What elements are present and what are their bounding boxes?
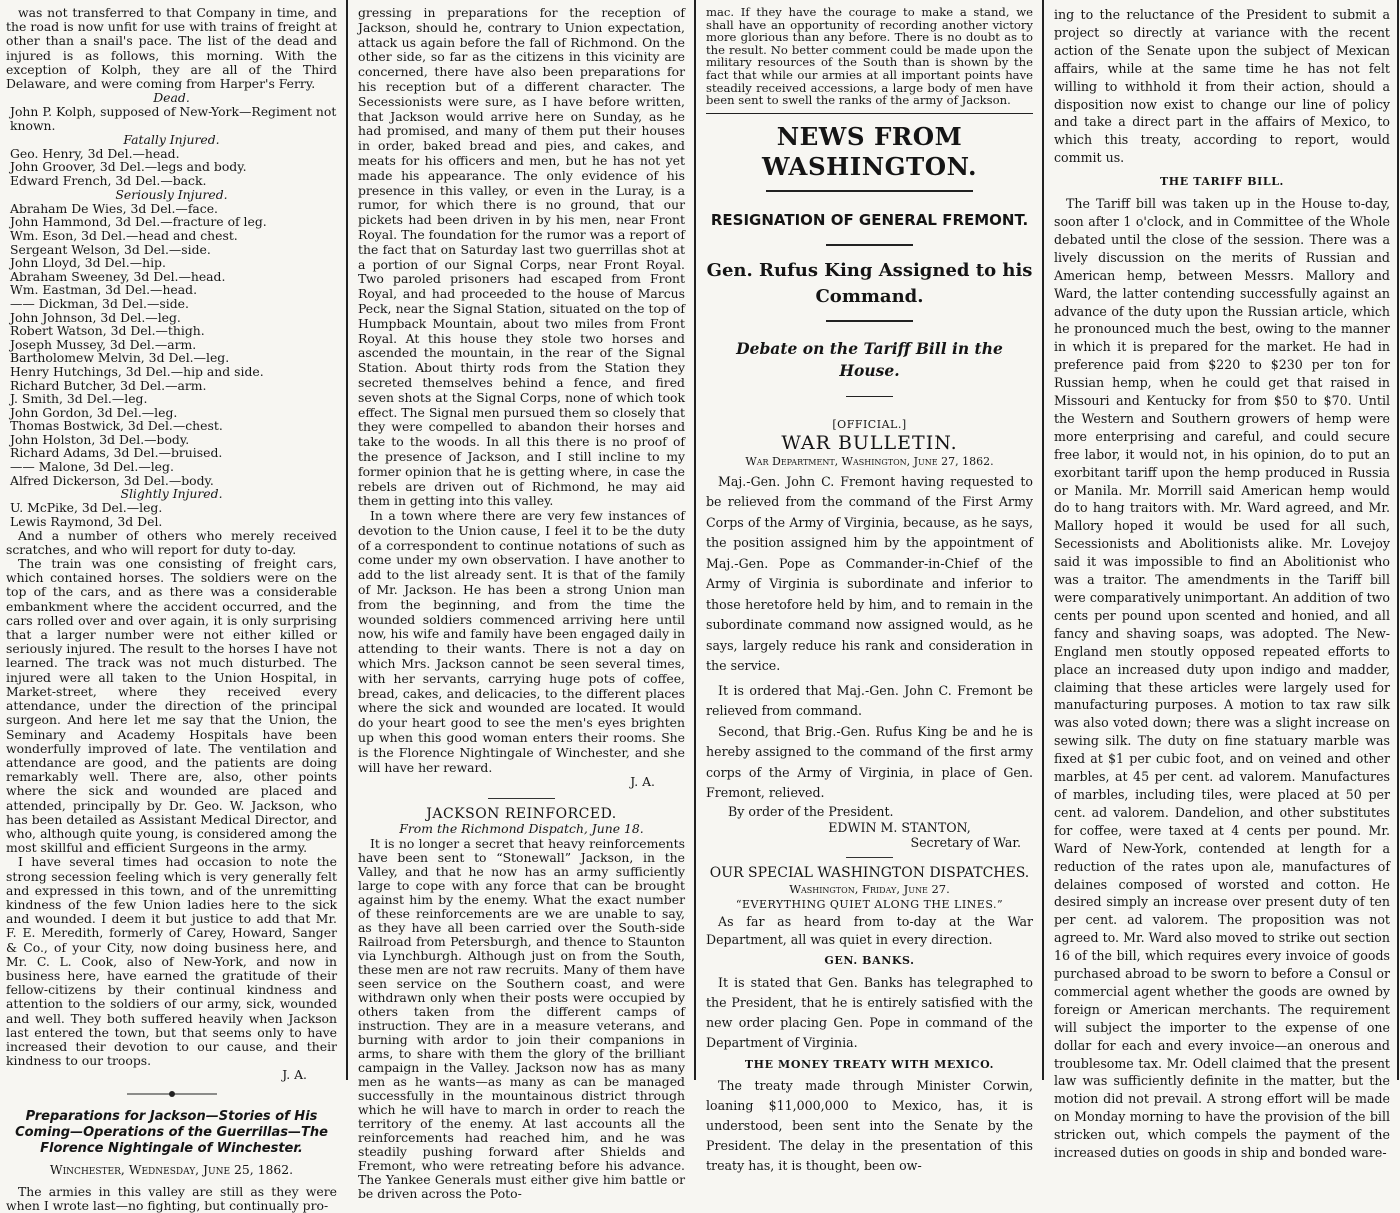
headline-2: RESIGNATION OF GENERAL FREMONT. — [710, 210, 1029, 229]
signer-name: EDWIN M. STANTON, — [828, 819, 971, 835]
article-headline: Preparations for Jackson—Stories of His Coming—Operations of the Guerrillas—The Florence Nightingale of Winchester. — [15, 1108, 328, 1156]
column-1 — [0, 0, 345, 1213]
fatally-list — [6, 147, 337, 188]
divider — [766, 190, 973, 192]
bulletin-date: War Department, Washington, June 27, 1862. — [745, 455, 994, 469]
list-item: Bartholomew Melvin, 3d Del.—leg. — [10, 350, 230, 366]
list-item: J. Smith, 3d Del.—leg. — [10, 391, 148, 407]
list-item: Joseph Mussey, 3d Del.—arm. — [10, 336, 197, 352]
list-item: Wm. Eastman, 3d Del.—head. — [10, 282, 198, 298]
quiet-headline: “EVERYTHING QUIET ALONG THE LINES.” — [735, 898, 1004, 912]
list-item: Geo. Henry, 3d Del.—head. — [10, 145, 180, 161]
list-item: John Holston, 3d Del.—body. — [10, 431, 190, 447]
col2-paragraph-3: It is no longer a secret that heavy reinforcements have been sent to “Stonewall” Jackson, in the Valley, and that he now has an army sufficiently large to cope with any force that can be brought against him by the enemy. What the exact number of these reinforcements are we are unable to say, as they have all been carried over the South-side Railroad from Petersburgh, and thence to Staunton via Lynchburgh. Although just on from the South, these men are not raw recruits. Many of them have seen service on the Southern coast, and were withdrawn only when their posts were occupied by others taken from the different camps of instruction. They are in a measure veterans, and burning with ardor to join their companions in arms, to share with them the glory of the brilliant campaign in the Valley. Jackson now has as many men as he wants—as many as can be managed successfully in the mountainous district through which he will have to march in order to reach the territory of the enemy. At last accounts all the reinforcements had reached him, and he was steadily pushing forward after Shields and Fremont, who were retreating before his advance. The Yankee Generals must either give him battle or be driven across the Poto- — [358, 835, 685, 1201]
dispatches-headline: OUR SPECIAL WASHINGTON DISPATCHES. — [709, 864, 1030, 881]
page-edge-rule — [1397, 0, 1399, 1080]
bulletin-title: WAR BULLETIN. — [781, 432, 958, 455]
article-headline: JACKSON REINFORCED. — [426, 806, 617, 823]
list-item: Alfred Dickerson, 3d Del.—body. — [10, 472, 214, 488]
treaty-headline: THE MONEY TREATY WITH MEXICO. — [744, 1057, 995, 1071]
list-item: Abraham De Wies, 3d Del.—face. — [10, 200, 218, 216]
signature: J. A. — [282, 1067, 307, 1083]
list-item: John Lloyd, 3d Del.—hip. — [10, 255, 166, 271]
col1-paragraph-1: And a number of others who merely received scratches, and who will report for duty to-day. — [6, 527, 337, 557]
list-item: Edward French, 3d Del.—back. — [10, 173, 207, 188]
column-2 — [350, 0, 693, 1201]
list-item: Thomas Bostwick, 3d Del.—chest. — [10, 418, 223, 434]
article-subhead: From the Richmond Dispatch, June 18. — [399, 821, 644, 837]
list-item: Sergeant Welson, 3d Del.—side. — [10, 241, 211, 257]
col1-paragraph-2: The train was one consisting of freight cars, which contained horses. The soldiers were on the top of the cars, and as there was a considerable embankment where the accident occurred, and the cars rolled over and over again, it is only surprising that a larger number were not either killed or seriously injured. The result to the horses I have not learned. The track was not much disturbed. The injured were all taken to the Union Hospital, in Market-street, where they received every attendance, under the direction of the principal surgeon. And here let me say that the Union, the Seminary and Academy Hospitals have been wonderfully improved of late. The ventilation and attendance are good, and the patients are doing remarkably well. There are, also, other points where the sick and wounded are placed and attended, principally by Dr. Geo. W. Jackson, who has been detailed as Assistant Medical Director, and who, although quite young, is considered among the most skillful and efficient Surgeons in the army. — [6, 556, 337, 856]
ornament-icon — [127, 1090, 217, 1098]
col1-paragraph-4: The armies in this valley are still as they were when I wrote last—no fighting, but continually pro- — [6, 1183, 337, 1213]
dateline: Winchester, Wednesday, June 25, 1862. — [49, 1161, 294, 1177]
column-rule — [694, 0, 696, 1080]
list-item: U. McPike, 3d Del.—leg. — [10, 500, 163, 516]
banks-headline: GEN. BANKS. — [824, 953, 915, 967]
slightly-list — [6, 501, 337, 528]
column-3 — [698, 0, 1041, 1174]
list-item: John Hammond, 3d Del.—fracture of leg. — [10, 214, 267, 230]
list-item: Abraham Sweeney, 3d Del.—head. — [10, 268, 226, 284]
divider — [846, 857, 893, 858]
list-item: John Johnson, 3d Del.—leg. — [10, 309, 181, 325]
list-item: —— Dickman, 3d Del.—side. — [10, 295, 189, 311]
column-rule — [1042, 0, 1044, 1080]
col3-paragraph-7: The treaty made through Minister Corwin, loaning $11,000,000 to Mexico, has, it is understood, been sent into the Senate by the President. The delay in the presentation of this treaty has, it is thought, been ow- — [706, 1078, 1033, 1174]
list-item: John Gordon, 3d Del.—leg. — [10, 404, 178, 420]
list-item: Henry Hutchings, 3d Del.—hip and side. — [10, 363, 264, 379]
signer-title: Secretary of War. — [910, 835, 1021, 851]
headline-4: Debate on the Tariff Bill in the House. — [736, 338, 1003, 380]
column-4 — [1046, 0, 1396, 1161]
ornament-divider — [6, 1089, 337, 1103]
col3-paragraph-6: It is stated that Gen. Banks has telegraphed to the President, that he is entirely satisfied with the new order placing Gen. Pope in command of the Department of Virginia. — [706, 974, 1033, 1050]
fatally-label: Fatally Injured. — [123, 131, 220, 147]
col4-paragraph-1: The Tariff bill was taken up in the House to-day, soon after 1 o'clock, and in Committee of the Whole debated until the close of the session. There was a lively discussion on the merits of Russian and American hemp, between Messrs. Mallory and Ward, the latter contending successfully against an advance of the duty upon the Russian article, which he pronounced much the best, owing to the manner in which it is prepared for the market. He had in preference paid from $220 to $230 per ton for Russian hemp, when he could get that raised in Missouri and Kentucky for from $50 to $70. Until the Western and Southern growers of hemp were more enterprising and careful, and could secure free labor, it would not, in his opinion, do to put an exorbitant tariff upon the hemp produced in Russia or Manila. Mr. Morrill said American hemp would do to hang traitors with. Mr. Ward agreed, and Mr. Mallory hoped it would be used for all such, Secessionists and Abolitionists alike. Mr. Lovejoy said it was impossible to find an Abolitionist who was a traitor. The amendments in the Tariff bill were comparatively unimportant. An addition of two cents per pound upon scented and honied, and all fancy and shaving soaps, was adopted. The New-England men stoutly opposed repeated efforts to place an increased duty upon indigo and madder, claiming that these articles were largely used for manufacturing purposes. A motion to tax raw silk was also voted down; there was a slight increase on sewing silk. The duty on fine statuary marble was fixed at $1 per cubic foot, and on veined and other marbles, at 45 per cent. ad valorem. Manufactures of marbles, including tiles, were placed at 50 per cent. ad valorem. Dandelion, and other substitutes for coffee, were taxed at 4 cents per pound. Mr. Ward of New-York, contended at length for a reduction of the rates upon ale, manufactures of delaines composed of worsted and cotton. He desired simply an increase over present duty of ten per cent. ad valorem. The proposition was not agreed to. Mr. Ward also moved to strike out section 16 of the bill, which requires every invoice of goods purchased abroad to be sworn to before a Consul or commercial agent whether the goods are owned by foreign or American merchants. The requirement will subject the importer to the expense of one dollar for each and every invoice—an onerous and troublesome tax. Mr. Odell claimed that the present law was sufficiently definite in the matter, but the motion did not prevail. A strong effort will be made on Monday morning to have the provision of the bill stricken out, which compels the payment of the increased duties on goods in ship and bonded ware- — [1054, 196, 1390, 1161]
page-title: NEWS FROM WASHINGTON. — [761, 121, 977, 181]
dispatch-date: Washington, Friday, June 27. — [789, 881, 950, 896]
col2-paragraph-1: gressing in preparations for the reception of Jackson, should he, contrary to Union expectation, attack us again before the fall of Richmond. On the other side, so far as the citizens in this vicinity are concerned, there have also been preparations for his reception but of a different character. The Secessionists were sure, as I have before written, that Jackson would arrive here on Sunday, as he had promised, and many of them put their houses in order, baked bread and pies, and cakes, and meats for his officers and men, but he has not yet made his appearance. The only evidence of his presence in this valley, or even in the Luray, is a rumor, for which there is no ground, that our pickets had been driven in by his men, near Front Royal. The foundation for the rumor was a report of the fact that on Saturday last two guerrillas shot at a portion of our Signal Corps, near Front Royal. Two paroled prisoners had escaped from Front Royal, and had proceeded to the house of Marcus Peck, near the Signal Station, situated on the top of Humpback Mountain, about two miles from Front Royal. At this house they stole two horses and ascended the mountain, in the rear of the Signal Station. About thirty rods from the Station they secreted themselves behind a fence, and fired seven shots at the Signal Corps, none of which took effect. The Signal men pursued them so closely that they were compelled to abandon their horses and take to the woods. In all this there is no proof of the presence of Jackson, and I still incline to my former opinion that he is getting where, in case the rebels are driven out of Richmond, he may aid them in getting into this valley. — [358, 5, 685, 509]
slightly-label: Slightly Injured. — [120, 486, 223, 502]
list-item: Wm. Eson, 3d Del.—head and chest. — [10, 227, 238, 243]
list-item: Richard Butcher, 3d Del.—arm. — [10, 377, 207, 393]
column-rule — [346, 0, 348, 1080]
col4-paragraph-0: ing to the reluctance of the President to submit a project so directly at variance with the recent action of the Senate upon the subject of Mexican affairs, while at the same time he has not felt willing to withhold it from their action, should a disposition now exist to change our line of policy and take a direct part in the affairs of Mexico, to which this treaty, according to report, would commit us. — [1054, 7, 1390, 166]
tariff-headline: THE TARIFF BILL. — [1160, 175, 1284, 189]
list-item: Robert Watson, 3d Del.—thigh. — [10, 323, 205, 339]
col3-paragraph-2: It is ordered that Maj.-Gen. John C. Fremont be relieved from command. — [706, 682, 1033, 719]
seriously-label: Seriously Injured. — [115, 186, 228, 202]
list-item: Lewis Raymond, 3d Del. — [10, 514, 163, 530]
dead-list — [6, 105, 337, 132]
list-item: John P. Kolph, supposed of New-York—Regiment not known. — [10, 104, 337, 134]
list-item: Richard Adams, 3d Del.—bruised. — [10, 445, 223, 461]
col1-intro: was not transferred to that Company in time, and the road is now unfit for use with trains of freight at other than a snail's pace. The list of the dead and injured is as follows, this morning. With the exception of Kolph, they are all of the Third Delaware, and were coming from Harper's Ferry. — [6, 5, 337, 92]
dead-label: Dead. — [153, 90, 190, 106]
col2-paragraph-2: In a town where there are very few instances of devotion to the Union cause, I feel it to be the duty of a correspondent to continue notations of such as come under my own observation. I have another to add to the list already sent. It is that of the family of Mr. Jackson. He has been a strong Union man from the beginning, and from the time the wounded soldiers commenced arriving here until now, his wife and family have been engaged daily in attending to their wants. There is not a day on which Mrs. Jackson cannot be seen several times, with her servants, carrying huge pots of coffee, bread, cakes, and delicacies, to the different places where the sick and wounded are located. It would do your heart good to see the men's eyes brighten up when this good woman enters their rooms. She is the Florence Nightingale of Winchester, and she will have her reward. — [358, 508, 685, 775]
col3-paragraph-5: As far as heard from to-day at the War Department, all was quiet in every direction. — [706, 913, 1033, 947]
divider — [826, 244, 913, 246]
col3-paragraph-3: Second, that Brig.-Gen. Rufus King be and he is hereby assigned to the command of the first army corps of the Army of Virginia, in place of Gen. Fremont, relieved. — [706, 723, 1033, 801]
list-item: John Groover, 3d Del.—legs and body. — [10, 159, 247, 175]
headline-3: Gen. Rufus King Assigned to his Command. — [706, 259, 1033, 307]
divider — [846, 396, 893, 397]
col1-paragraph-3: I have several times had occasion to note the strong secession feeling which is very generally felt and expressed in this town, and of the unremitting kindness of the few Union ladies here to the sick and wounded. I deem it but justice to add that Mr. F. E. Meredith, formerly of Carey, Howard, Sanger & Co., of your City, now doing business here, and Mr. C. L. Cook, also of New-York, and now in business here, have earned the gratitude of their fellow-citizens by their continual kindness and attention to the soldiers of our army, sick, wounded and well. They both suffered heavily when Jackson last entered the town, but that seems only to have increased their devotion to our cause, and their kindness to our troops. — [6, 854, 337, 1069]
col3-paragraph-4: By order of the President. — [728, 803, 894, 819]
official-label: [OFFICIAL.] — [832, 417, 907, 431]
divider — [826, 320, 913, 322]
signature: J. A. — [630, 774, 655, 790]
col3-paragraph-1: Maj.-Gen. John C. Fremont having requested to be relieved from the command of the First Army Corps of the Army of Virginia, because, as he says, the position assigned him by the appointment of Maj.-Gen. Pope as Commander-in-Chief of the Army of Virginia is subordinate and inferior to those heretofore held by him, and to remain in the subordinate command now assigned would, as he says, largely reduce his rank and consideration in the service. — [706, 473, 1033, 674]
divider — [488, 798, 555, 799]
seriously-list — [6, 202, 337, 487]
list-item: —— Malone, 3d Del.—leg. — [10, 459, 174, 475]
col3-paragraph-0: mac. If they have the courage to make a stand, we shall have an opportunity of recording another victory more glorious than any before. There is no doubt as to the result. No better comment could be made upon the military resources of the South than is shown by the fact that while our armies at all important points have steadily received accessions, a large body of men have been sent to swell the ranks of the army of Jackson. — [706, 5, 1033, 108]
divider — [706, 113, 1033, 114]
